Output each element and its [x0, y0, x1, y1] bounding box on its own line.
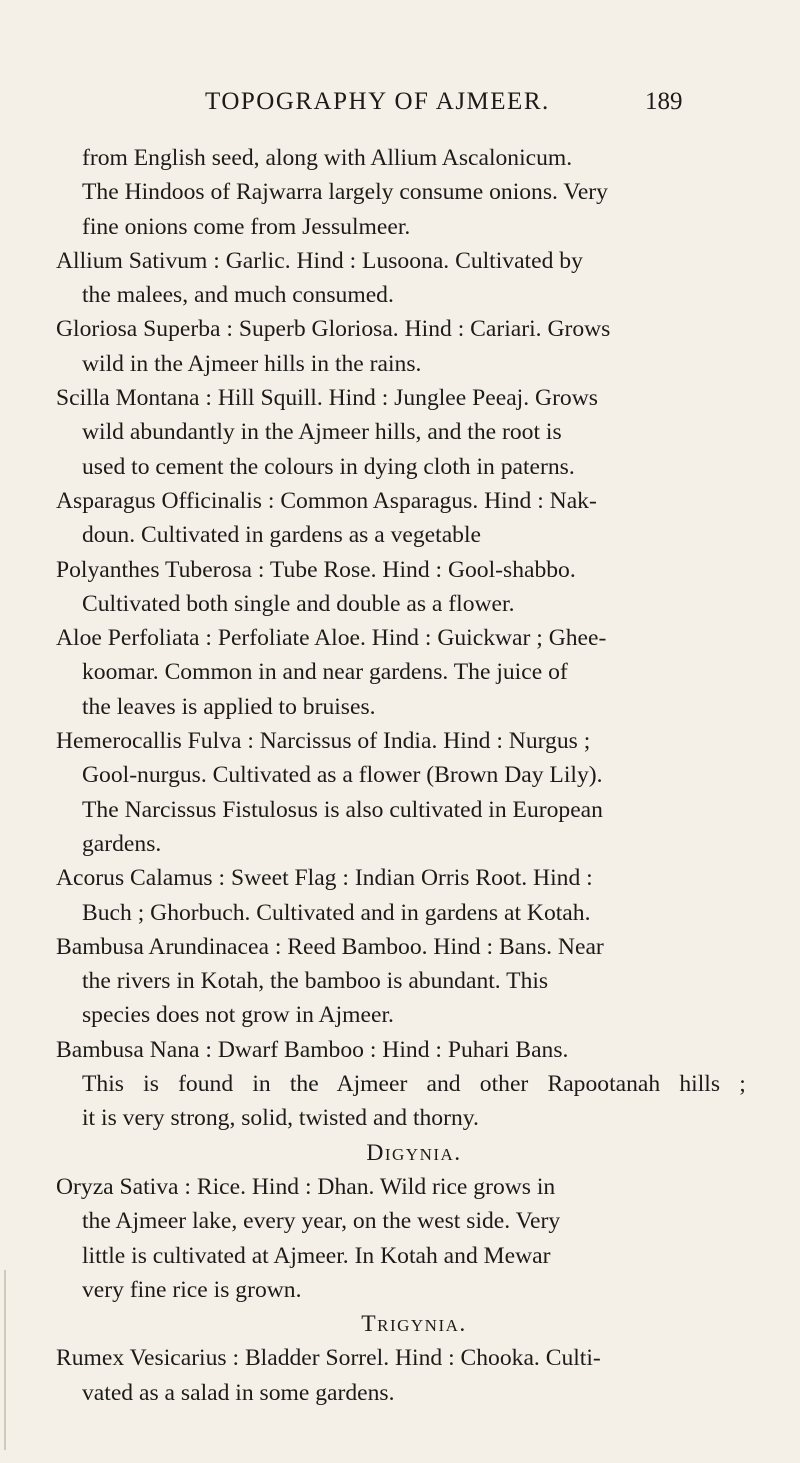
running-title: TOPOGRAPHY OF AJMEER. [205, 88, 550, 115]
section-heading: Trigynia. [361, 1311, 467, 1338]
text-line: the leaves is applied to bruises. [82, 693, 376, 720]
text-line: the malees, and much consumed. [82, 282, 394, 309]
text-line: Aloe Perfoliata : Perfoliate Aloe. Hind : Guickwar ; Ghee- [56, 625, 607, 652]
text-line: vated as a salad in some gardens. [82, 1379, 395, 1406]
page-number: 189 [645, 88, 683, 115]
text-line: Scilla Montana : Hill Squill. Hind : Junglee Peeaj. Grows [56, 385, 598, 412]
body-text [56, 141, 746, 1410]
text-line: wild abundantly in the Ajmeer hills, and the root is [82, 419, 562, 446]
text-line: used to cement the colours in dying cloth in paterns. [82, 453, 575, 480]
text-line: very fine rice is grown. [82, 1276, 302, 1303]
page-edge-shadow [4, 1270, 6, 1450]
text-line: The Hindoos of Rajwarra largely consume onions. Very [82, 179, 608, 206]
text-line: it is very strong, solid, twisted and thorny. [82, 1105, 479, 1132]
text-line: Gool-nurgus. Cultivated as a flower (Brown Day Lily). [82, 762, 603, 789]
section-heading: Digynia. [366, 1139, 462, 1166]
text-line: doun. Cultivated in gardens as a vegetable [82, 522, 482, 549]
text-line: Buch ; Ghorbuch. Cultivated and in gardens at Kotah. [82, 899, 591, 926]
text-line: Rumex Vesicarius : Bladder Sorrel. Hind : Chooka. Culti- [56, 1345, 601, 1372]
text-line: from English seed, along with Allium Ascalonicum. [82, 145, 573, 171]
text-line: wild in the Ajmeer hills in the rains. [82, 350, 422, 377]
text-line: Bambusa Nana : Dwarf Bamboo : Hind : Puhari Bans. [56, 1036, 569, 1063]
text-line: Cultivated both single and double as a flower. [82, 590, 515, 617]
text-line: Hemerocallis Fulva : Narcissus of India. Hind : Nurgus ; [56, 728, 591, 755]
text-line: species does not grow in Ajmeer. [82, 1002, 394, 1029]
text-line: This is found in the Ajmeer and other Rapootanah hills ; [82, 1071, 746, 1098]
text-line: gardens. [82, 830, 162, 857]
text-line: Allium Sativum : Garlic. Hind : Lusoona. Cultivated by [56, 247, 583, 274]
page-header [0, 88, 800, 122]
text-line: koomar. Common in and near gardens. The juice of [82, 659, 568, 686]
text-line: Polyanthes Tuberosa : Tube Rose. Hind : Gool-shabbo. [56, 556, 576, 583]
text-line: the Ajmeer lake, every year, on the west side. Very [82, 1208, 561, 1235]
text-line: fine onions come from Jessulmeer. [82, 213, 411, 240]
text-line: the rivers in Kotah, the bamboo is abundant. This [82, 968, 549, 995]
text-line: Asparagus Officinalis : Common Asparagus. Hind : Nak- [56, 487, 597, 514]
text-line: Bambusa Arundinacea : Reed Bamboo. Hind : Bans. Near [56, 933, 604, 960]
text-line: Gloriosa Superba : Superb Gloriosa. Hind : Cariari. Grows [56, 316, 611, 343]
text-line: Acorus Calamus : Sweet Flag : Indian Orris Root. Hind : [56, 865, 593, 892]
text-line: The Narcissus Fistulosus is also cultivated in European [82, 796, 603, 823]
text-line: Oryza Sativa : Rice. Hind : Dhan. Wild rice grows in [56, 1173, 556, 1200]
text-line: little is cultivated at Ajmeer. In Kotah and Mewar [82, 1242, 551, 1269]
